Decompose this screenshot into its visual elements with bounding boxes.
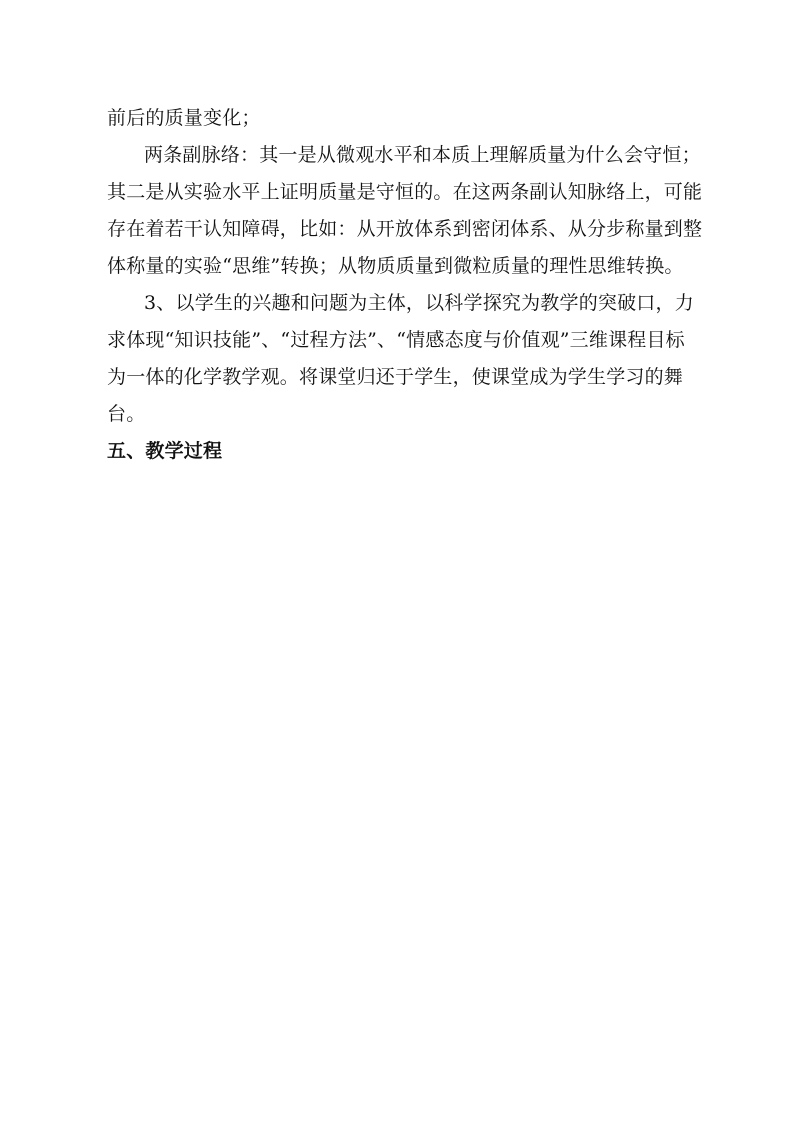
text-line-4: 存在着若干认知障碍，比如：从开放体系到密闭体系、从分步称量到整 xyxy=(107,218,703,240)
text-line-5: 体称量的实验“思维”转换；从物质质量到微粒质量的理性思维转换。 xyxy=(107,255,684,277)
text-line-6: 3、以学生的兴趣和问题为主体，以科学探究为教学的突破口，力 xyxy=(144,292,694,314)
text-line-2: 两条副脉络：其一是从微观水平和本质上理解质量为什么会守恒； xyxy=(144,144,701,166)
text-line-3: 其二是从实验水平上证明质量是守恒的。在这两条副认知脉络上，可能 xyxy=(107,181,703,203)
text-line-9: 台。 xyxy=(107,403,146,425)
text-line-1: 前后的质量变化； xyxy=(107,107,261,129)
text-line-7: 求体现“知识技能”、“过程方法”、“情感态度与价值观”三维课程目标 xyxy=(107,329,685,351)
section-heading: 五、教学过程 xyxy=(107,440,223,462)
text-line-8: 为一体的化学教学观。将课堂归还于学生，使课堂成为学生学习的舞 xyxy=(107,366,684,388)
